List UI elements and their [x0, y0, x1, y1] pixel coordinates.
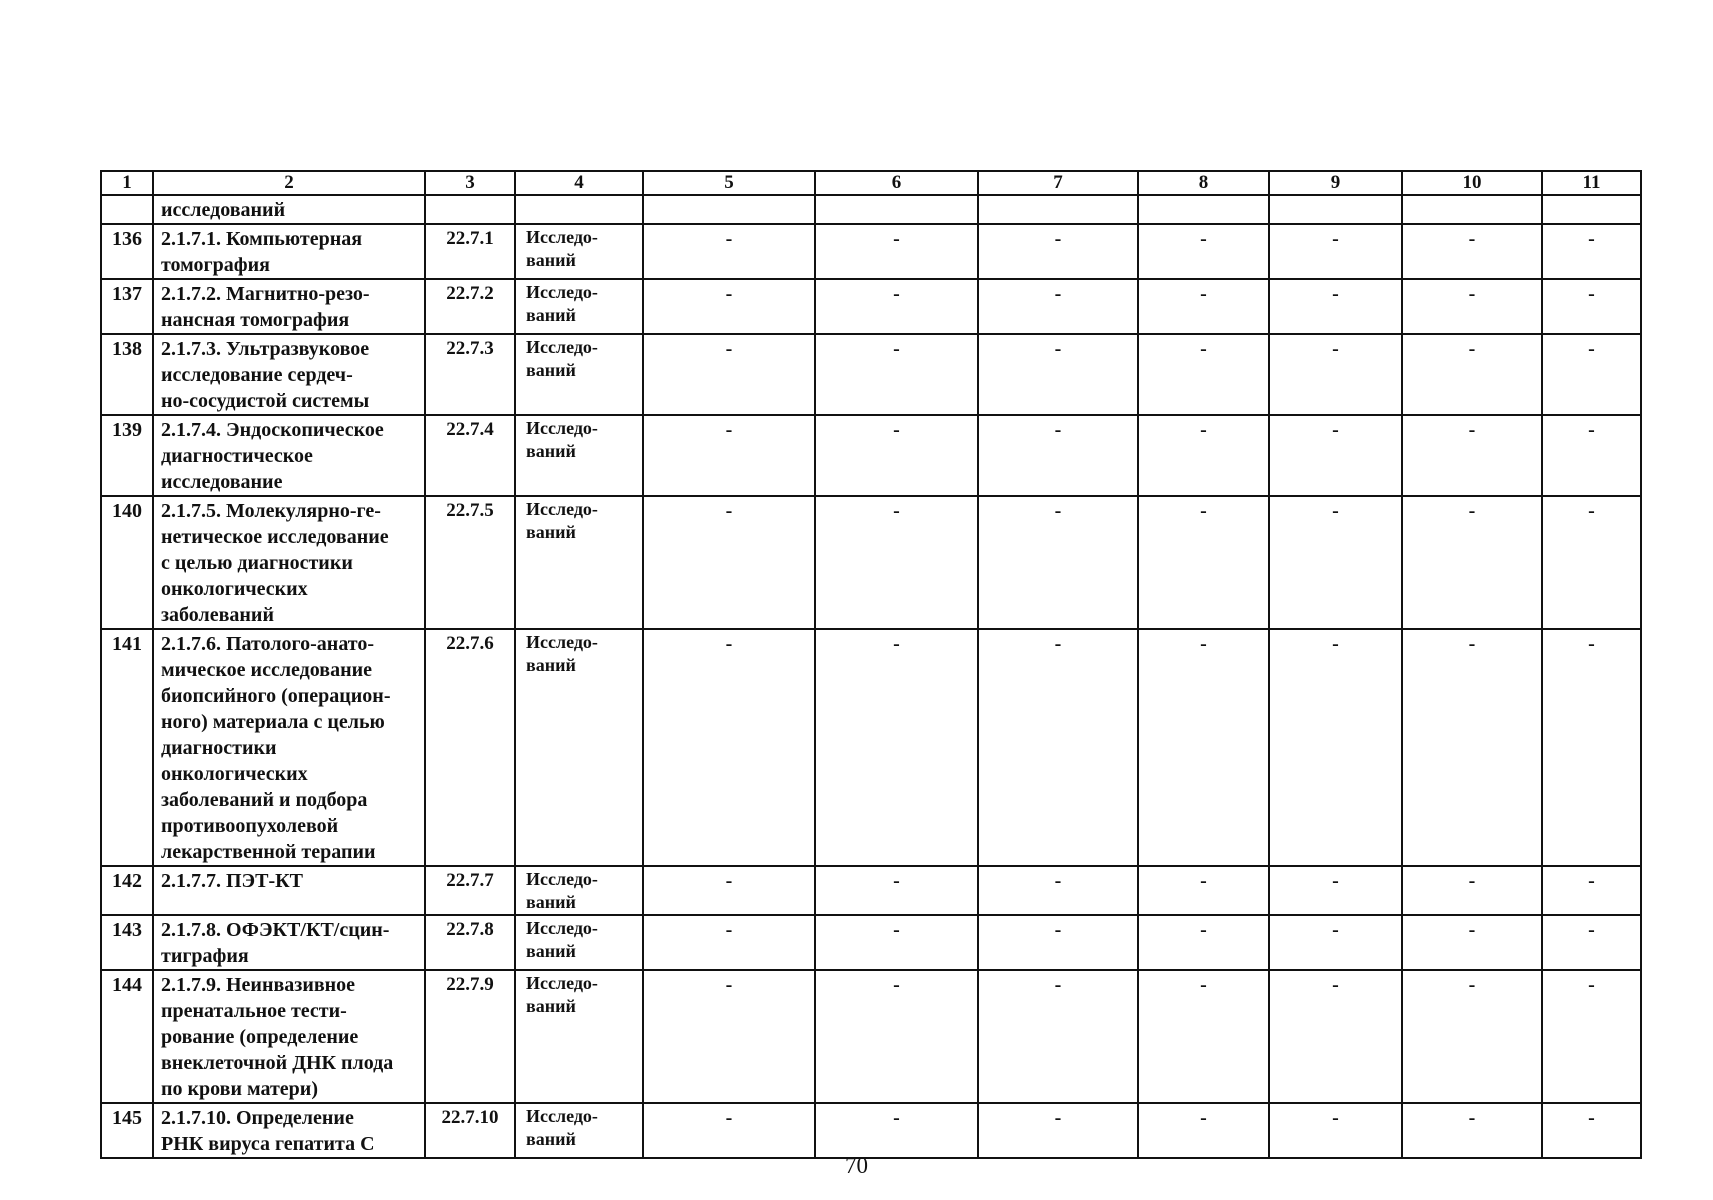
row-code: 22.7.5: [425, 496, 515, 629]
row-value: -: [978, 415, 1138, 496]
table-row: [101, 970, 1641, 1103]
row-value: -: [978, 334, 1138, 415]
continuation-num: [101, 195, 153, 224]
header-cell: 2: [153, 171, 425, 195]
row-code: 22.7.2: [425, 279, 515, 334]
row-value: -: [1138, 334, 1269, 415]
empty-cell: [643, 195, 815, 224]
row-value: -: [1138, 970, 1269, 1103]
row-number: 136: [101, 224, 153, 279]
table-row: [101, 415, 1641, 496]
continuation-row: [101, 195, 1641, 224]
row-unit: Исследо- ваний: [515, 334, 643, 415]
row-value: -: [1402, 334, 1542, 415]
row-value: -: [1542, 915, 1641, 970]
row-value: -: [815, 970, 978, 1103]
row-value: -: [1402, 496, 1542, 629]
header-row: [101, 171, 1641, 195]
row-number: 139: [101, 415, 153, 496]
row-unit: Исследо- ваний: [515, 415, 643, 496]
row-unit: Исследо- ваний: [515, 915, 643, 970]
empty-cell: [425, 195, 515, 224]
row-value: -: [1402, 866, 1542, 915]
row-unit: Исследо- ваний: [515, 496, 643, 629]
row-value: -: [1402, 970, 1542, 1103]
row-value: -: [1138, 629, 1269, 866]
row-number: 145: [101, 1103, 153, 1158]
row-code: 22.7.7: [425, 866, 515, 915]
empty-cell: [1542, 195, 1641, 224]
row-number: 144: [101, 970, 153, 1103]
row-value: -: [978, 224, 1138, 279]
row-value: -: [1269, 629, 1402, 866]
row-value: -: [1138, 1103, 1269, 1158]
row-value: -: [1269, 1103, 1402, 1158]
table-row: [101, 334, 1641, 415]
row-value: -: [1542, 866, 1641, 915]
row-value: -: [978, 629, 1138, 866]
row-value: -: [1269, 415, 1402, 496]
header-cell: 1: [101, 171, 153, 195]
header-cell: 4: [515, 171, 643, 195]
row-unit: Исследо- ваний: [515, 279, 643, 334]
row-value: -: [978, 866, 1138, 915]
row-value: -: [643, 866, 815, 915]
row-value: -: [815, 629, 978, 866]
row-value: -: [978, 279, 1138, 334]
row-value: -: [815, 279, 978, 334]
table-body: [101, 171, 1641, 1158]
row-name: 2.1.7.6. Патолого-анато- мическое исследование биопсийного (операцион- ного) материала с целью диагностики онкологических заболеваний и подбора противоопухолевой лекарственной терапии: [153, 629, 425, 866]
row-value: -: [1269, 970, 1402, 1103]
continuation-name: исследований: [153, 195, 425, 224]
row-value: -: [1138, 915, 1269, 970]
row-name: 2.1.7.2. Магнитно-резо- нансная томография: [153, 279, 425, 334]
row-unit: Исследо- ваний: [515, 1103, 643, 1158]
table-row: [101, 224, 1641, 279]
row-number: 141: [101, 629, 153, 866]
row-value: -: [1138, 496, 1269, 629]
empty-cell: [1402, 195, 1542, 224]
row-value: -: [1138, 415, 1269, 496]
row-value: -: [1138, 279, 1269, 334]
row-code: 22.7.9: [425, 970, 515, 1103]
row-number: 138: [101, 334, 153, 415]
row-unit: Исследо- ваний: [515, 970, 643, 1103]
row-value: -: [1269, 866, 1402, 915]
row-name: 2.1.7.3. Ультразвуковое исследование сердеч- но-сосудистой системы: [153, 334, 425, 415]
table-row: [101, 279, 1641, 334]
row-value: -: [1269, 279, 1402, 334]
header-cell: 5: [643, 171, 815, 195]
row-number: 142: [101, 866, 153, 915]
row-code: 22.7.4: [425, 415, 515, 496]
row-value: -: [1402, 224, 1542, 279]
row-value: -: [1402, 1103, 1542, 1158]
header-cell: 9: [1269, 171, 1402, 195]
row-name: 2.1.7.10. Определение РНК вируса гепатита С: [153, 1103, 425, 1158]
row-code: 22.7.3: [425, 334, 515, 415]
header-cell: 3: [425, 171, 515, 195]
row-name: 2.1.7.4. Эндоскопическое диагностическое исследование: [153, 415, 425, 496]
table-row: [101, 1103, 1641, 1158]
row-value: -: [1269, 224, 1402, 279]
row-value: -: [1542, 496, 1641, 629]
row-unit: Исследо- ваний: [515, 224, 643, 279]
row-value: -: [978, 970, 1138, 1103]
row-value: -: [1269, 496, 1402, 629]
table-row: [101, 629, 1641, 866]
row-value: -: [815, 496, 978, 629]
empty-cell: [1138, 195, 1269, 224]
row-value: -: [1542, 1103, 1641, 1158]
row-value: -: [1269, 334, 1402, 415]
row-value: -: [1542, 415, 1641, 496]
empty-cell: [815, 195, 978, 224]
row-value: -: [643, 279, 815, 334]
row-value: -: [1542, 224, 1641, 279]
header-cell: 11: [1542, 171, 1641, 195]
row-code: 22.7.8: [425, 915, 515, 970]
row-code: 22.7.10: [425, 1103, 515, 1158]
row-value: -: [1542, 629, 1641, 866]
row-value: -: [643, 970, 815, 1103]
row-value: -: [643, 629, 815, 866]
row-value: -: [1138, 224, 1269, 279]
row-name: 2.1.7.1. Компьютерная томография: [153, 224, 425, 279]
data-table: [100, 170, 1642, 1159]
header-cell: 10: [1402, 171, 1542, 195]
row-value: -: [815, 415, 978, 496]
row-value: -: [643, 224, 815, 279]
row-number: 143: [101, 915, 153, 970]
table-row: [101, 866, 1641, 915]
row-value: -: [978, 1103, 1138, 1158]
row-code: 22.7.1: [425, 224, 515, 279]
row-number: 140: [101, 496, 153, 629]
row-value: -: [1138, 866, 1269, 915]
row-value: -: [1542, 970, 1641, 1103]
empty-cell: [1269, 195, 1402, 224]
row-value: -: [643, 915, 815, 970]
row-value: -: [643, 496, 815, 629]
row-value: -: [643, 334, 815, 415]
row-name: 2.1.7.5. Молекулярно-ге- нетическое исследование с целью диагностики онкологических заболеваний: [153, 496, 425, 629]
row-value: -: [1269, 915, 1402, 970]
row-name: 2.1.7.7. ПЭТ-КТ: [153, 866, 425, 915]
header-cell: 8: [1138, 171, 1269, 195]
table-row: [101, 915, 1641, 970]
row-value: -: [1402, 415, 1542, 496]
header-cell: 6: [815, 171, 978, 195]
empty-cell: [515, 195, 643, 224]
row-value: -: [815, 224, 978, 279]
page-number: 70: [845, 1153, 868, 1178]
row-value: -: [815, 1103, 978, 1158]
row-value: -: [978, 496, 1138, 629]
row-value: -: [1402, 279, 1542, 334]
row-code: 22.7.6: [425, 629, 515, 866]
row-value: -: [1542, 334, 1641, 415]
row-value: -: [643, 415, 815, 496]
row-value: -: [815, 334, 978, 415]
row-value: -: [1542, 279, 1641, 334]
row-value: -: [978, 915, 1138, 970]
row-name: 2.1.7.8. ОФЭКТ/КТ/сцин- тиграфия: [153, 915, 425, 970]
row-unit: Исследо- ваний: [515, 866, 643, 915]
table-row: [101, 496, 1641, 629]
row-value: -: [815, 866, 978, 915]
row-unit: Исследо- ваний: [515, 629, 643, 866]
empty-cell: [978, 195, 1138, 224]
row-value: -: [1402, 915, 1542, 970]
header-cell: 7: [978, 171, 1138, 195]
row-value: -: [1402, 629, 1542, 866]
row-name: 2.1.7.9. Неинвазивное пренатальное тести- рование (определение внеклеточной ДНК плода по крови матери): [153, 970, 425, 1103]
row-value: -: [643, 1103, 815, 1158]
row-value: -: [815, 915, 978, 970]
row-number: 137: [101, 279, 153, 334]
